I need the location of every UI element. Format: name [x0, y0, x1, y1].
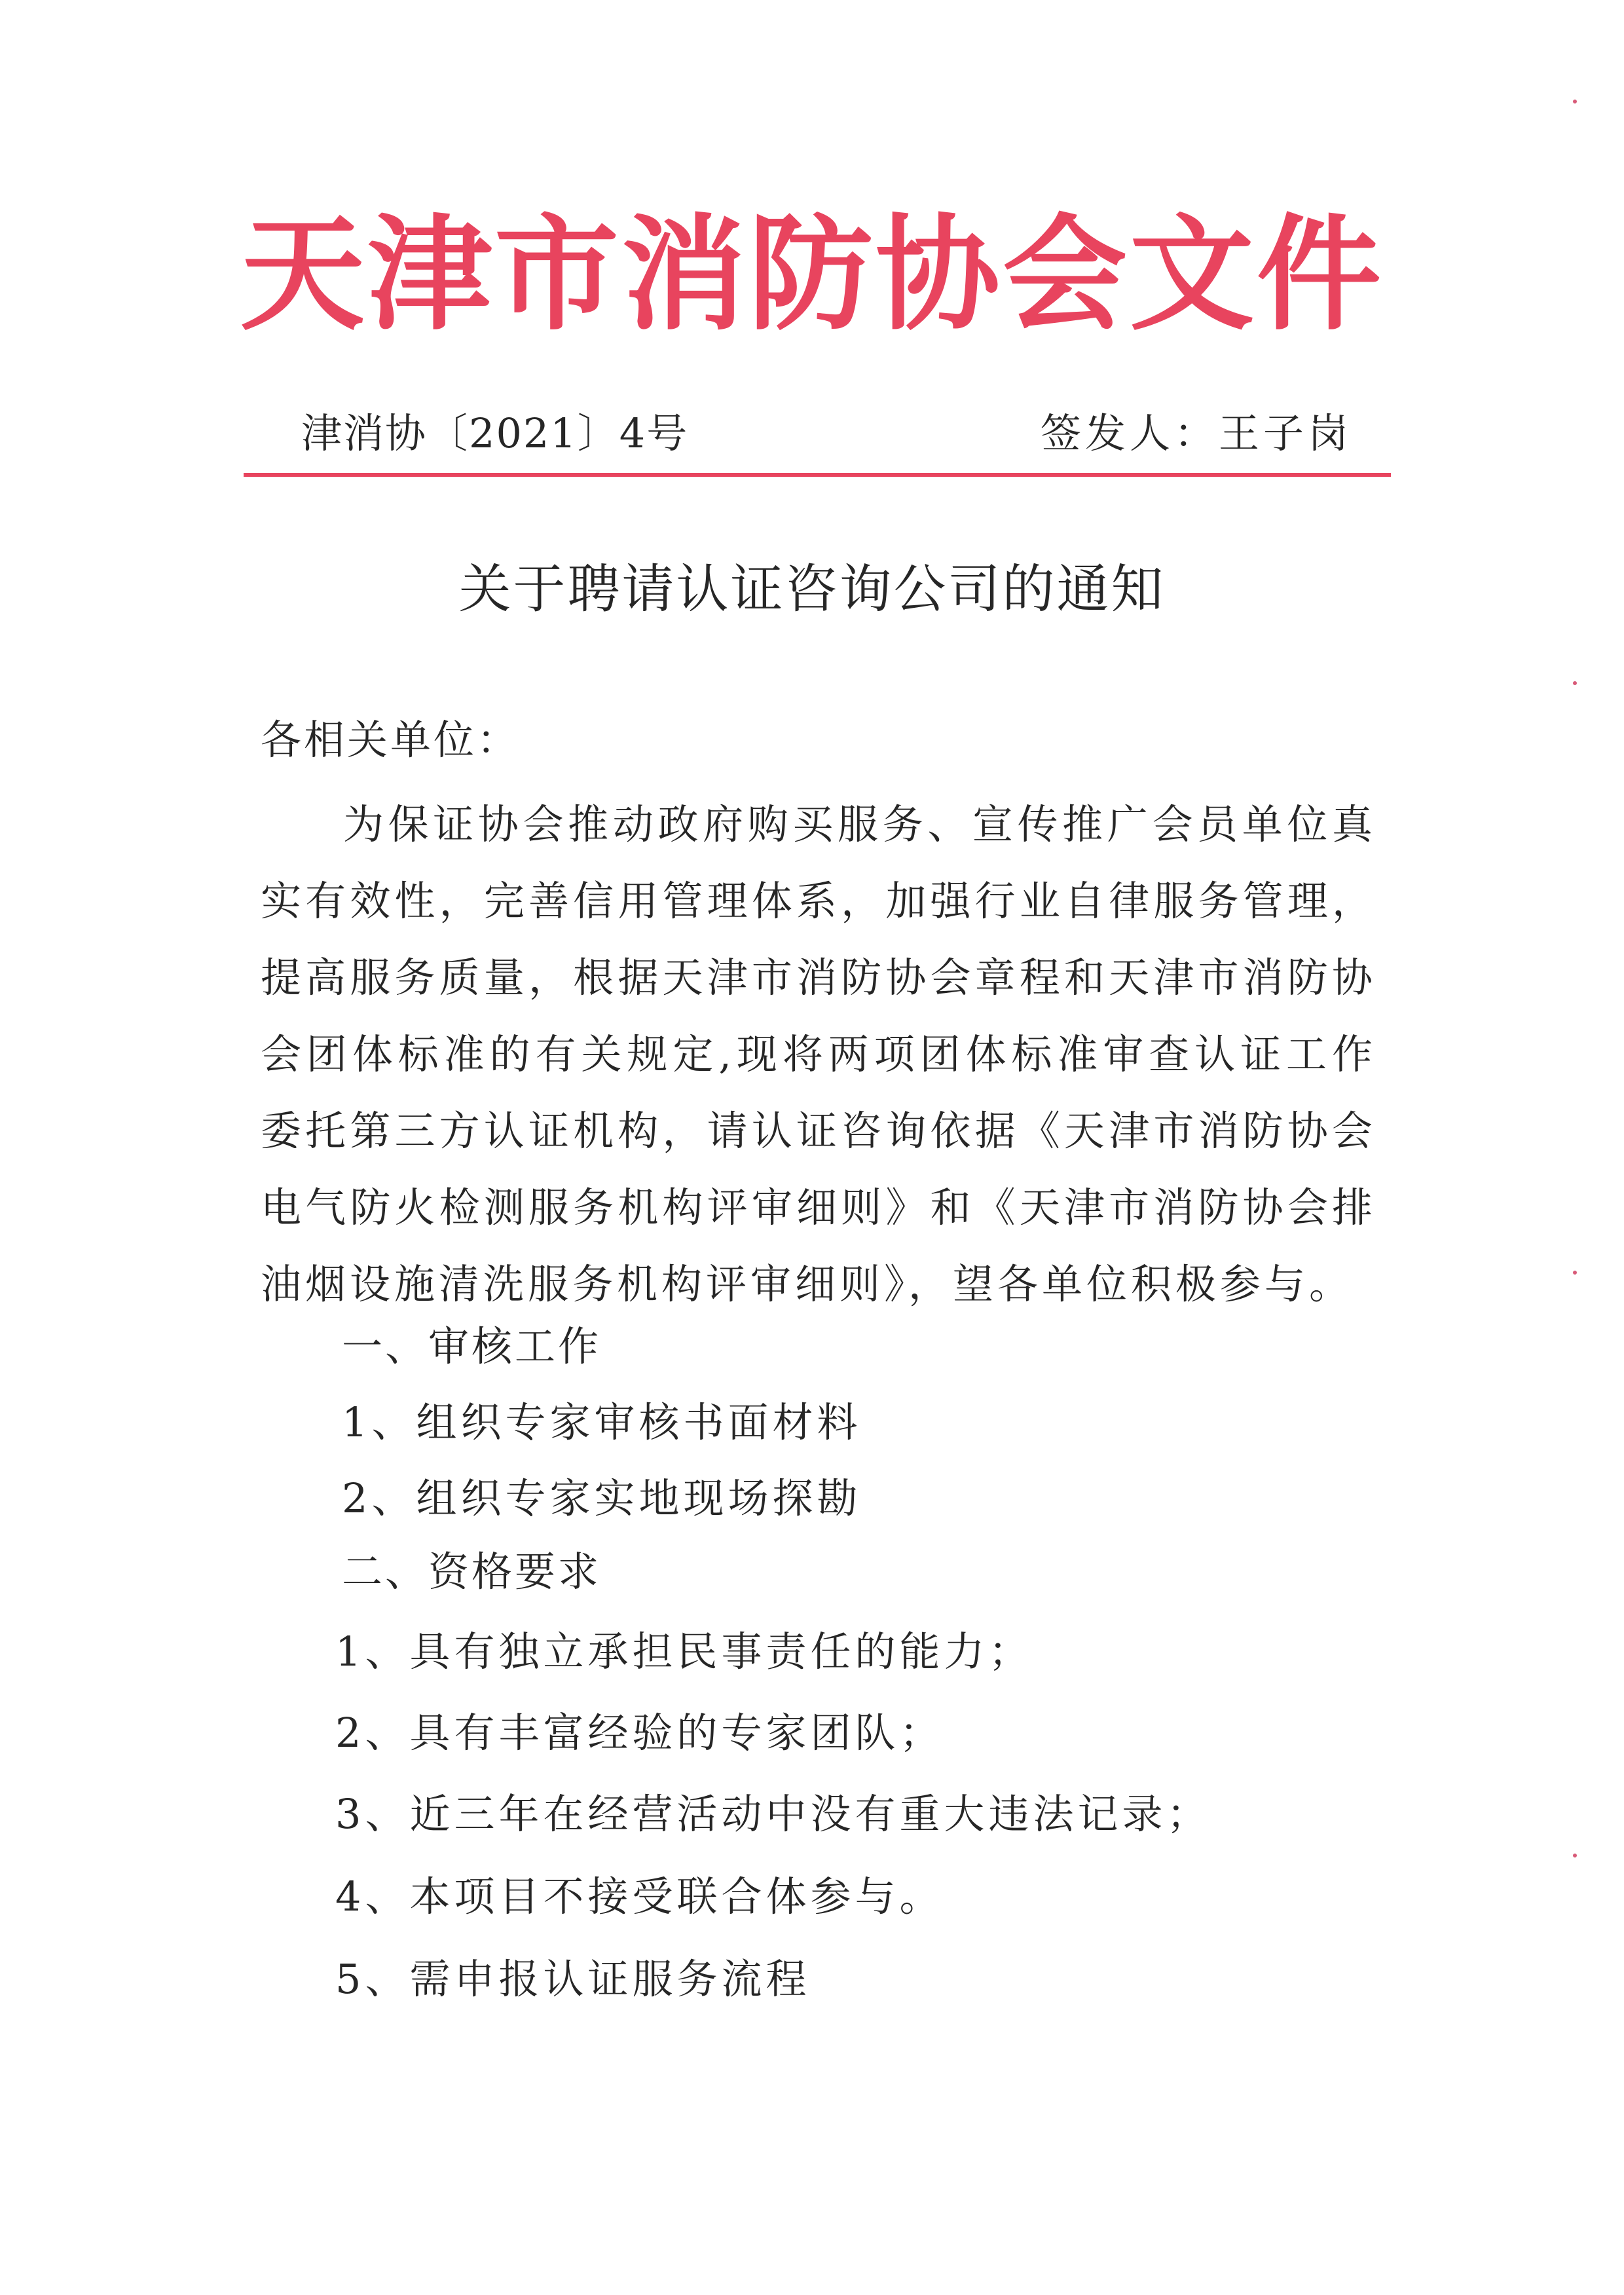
- document-number: 津消协〔2021〕4号: [301, 409, 689, 457]
- review-item-1: 1、组织专家审核书面材料: [342, 1398, 862, 1446]
- notice-title: 关于聘请认证咨询公司的通知: [458, 559, 1166, 620]
- salutation: 各相关单位：: [261, 716, 521, 764]
- seal-edge-mark: [1573, 100, 1577, 103]
- seal-edge-mark: [1573, 681, 1577, 685]
- qualification-item-4: 4、本项目不接受联合体参与。: [335, 1873, 944, 1920]
- body-paragraph: 为保证协会推动政府购买服务、宣传推广会员单位真实有效性，完善信用管理体系，加强行业自律服务管理，提高服务质量，根据天津市消防协会章程和天津市消防协会团体标准的有关规定,现将两项团体标准审查认证工作委托第三方认证机构，请认证咨询依据《天津市消防协会电气防火检测服务机构评审细则》和《天津市消防协会排油烟设施清洗服务机构评审细则》，望各单位积极参与。: [261, 800, 1376, 1308]
- qualification-item-2: 2、具有丰富经验的专家团队；: [335, 1709, 944, 1757]
- seal-edge-mark: [1573, 1854, 1577, 1857]
- section-heading-review: 一、审核工作: [342, 1322, 602, 1370]
- qualification-item-5: 5、需申报认证服务流程: [335, 1955, 811, 2003]
- review-item-2: 2、组织专家实地现场探勘: [342, 1474, 862, 1522]
- section-heading-qualifications: 二、资格要求: [342, 1548, 602, 1595]
- seal-edge-mark: [1573, 1271, 1577, 1275]
- qualification-item-3: 3、近三年在经营活动中没有重大违法记录；: [335, 1790, 1211, 1838]
- qualification-item-1: 1、具有独立承担民事责任的能力；: [335, 1628, 1033, 1675]
- letterhead-title: 天津市消防协会文件: [240, 202, 1384, 347]
- issuer-signature: 签发人：王子岗: [1040, 409, 1352, 457]
- letterhead-divider: [244, 473, 1391, 477]
